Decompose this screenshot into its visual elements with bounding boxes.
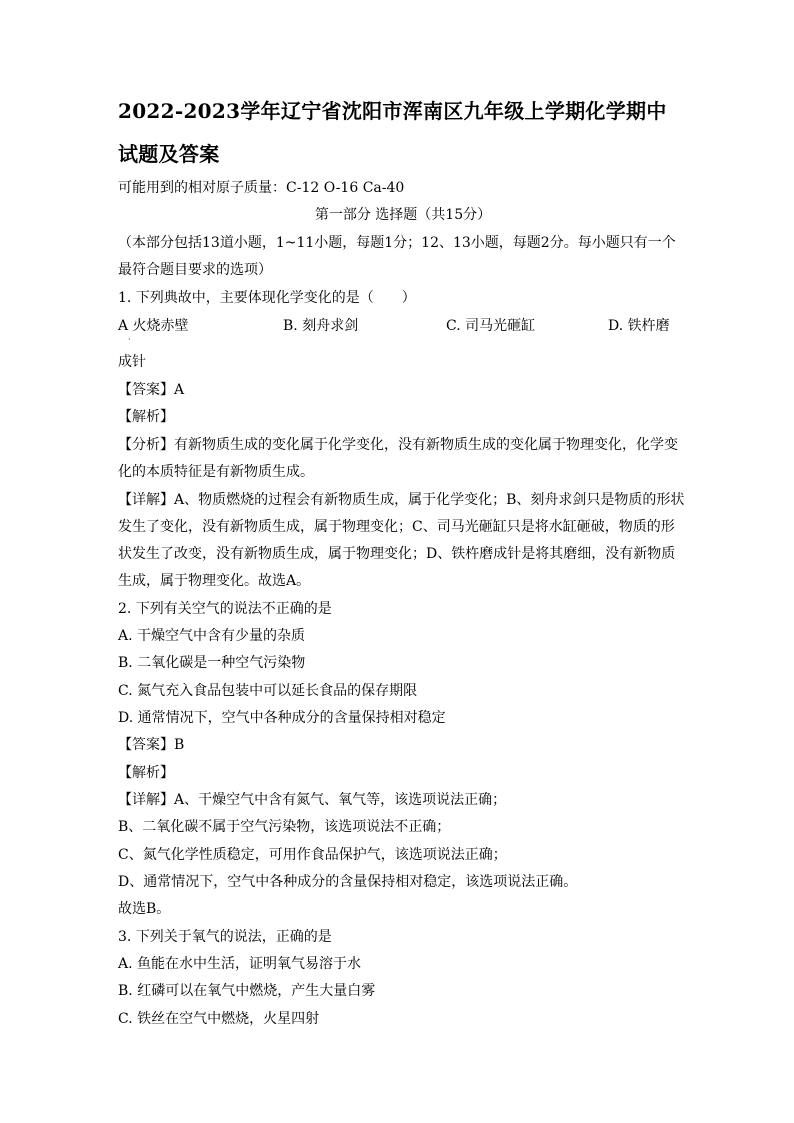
question-1-option-b: B. 刻舟求剑: [283, 318, 359, 334]
question-2-option-c: C. 氮气充入食品包装中可以延长食品的保存期限: [118, 683, 418, 699]
question-1-detail-4: 生成，属于物理变化。故选A。: [118, 573, 311, 589]
question-2-detail-4: D、通常情况下，空气中各种成分的含量保持相对稳定，该选项说法正确。: [118, 874, 578, 890]
question-2-answer: 【答案】B: [118, 737, 185, 753]
question-2-option-a: A. 干燥空气中含有少量的杂质: [118, 628, 306, 644]
question-1-answer: 【答案】A: [118, 382, 185, 398]
page-title-continued: 试题及答案: [118, 142, 220, 166]
question-3-option-a: A. 鱼能在水中生活，证明氧气易溶于水: [118, 956, 362, 972]
question-2-option-b: B. 二氧化碳是一种空气污染物: [118, 655, 306, 671]
page-title: 2022-2023学年辽宁省沈阳市浑南区九年级上学期化学期中: [118, 99, 667, 123]
section-note: （本部分包括13道小题，1~11小题，每题1分；12、13小题，每题2分。每小题只有一个: [118, 235, 676, 251]
question-1-fenxi-continued: 化的本质特征是有新物质生成。: [118, 464, 314, 480]
stray-dot-mark: ·: [128, 335, 131, 344]
question-2-detail: 【详解】A、干燥空气中含有氮气、氧气等，该选项说法正确；: [118, 792, 507, 808]
question-1-fenxi: 【分析】有新物质生成的变化属于化学变化，没有新物质生成的变化属于物理变化，化学变: [118, 437, 678, 453]
question-2-analysis-label: 【解析】: [118, 765, 174, 781]
question-1-detail-3: 状发生了改变，没有新物质生成，属于物理变化；D、铁杵磨成针是将其磨细，没有新物质: [118, 546, 676, 562]
question-1-detail-2: 发生了变化，没有新物质生成，属于物理变化；C、司马光砸缸只是将水缸砸破，物质的形: [118, 519, 675, 535]
question-3-stem: 3. 下列关于氧气的说法，正确的是: [118, 929, 332, 945]
question-3-option-c: C. 铁丝在空气中燃烧，火星四射: [118, 1011, 320, 1027]
section-note-continued: 最符合题目要求的选项）: [118, 262, 272, 278]
atomic-masses: 可能用到的相对原子质量：C-12 O-16 Ca-40: [118, 180, 405, 196]
question-1-option-a: A 火烧赤壁: [118, 318, 189, 334]
question-3-option-b: B. 红磷可以在氧气中燃烧，产生大量白雾: [118, 983, 376, 999]
question-1-option-d: D. 铁杵磨: [608, 318, 670, 334]
question-1-option-d-continued: 成针: [118, 354, 146, 370]
section-heading: 第一部分 选择题（共15分）: [314, 207, 492, 223]
question-2-detail-2: B、二氧化碳不属于空气污染物，该选项说法不正确；: [118, 819, 451, 835]
question-1-analysis-label: 【解析】: [118, 409, 174, 425]
question-2-option-d: D. 通常情况下，空气中各种成分的含量保持相对稳定: [118, 710, 446, 726]
question-2-detail-3: C、氮气化学性质稳定，可用作食品保护气，该选项说法正确；: [118, 847, 507, 863]
question-1-detail: 【详解】A、物质燃烧的过程会有新物质生成，属于化学变化；B、刻舟求剑只是物质的形状: [118, 492, 685, 508]
question-1-option-c: C. 司马光砸缸: [446, 318, 536, 334]
question-2-conclusion: 故选B。: [118, 901, 171, 917]
question-2-stem: 2. 下列有关空气的说法不正确的是: [118, 601, 332, 617]
question-1-stem: 1. 下列典故中，主要体现化学变化的是（ ）: [118, 290, 416, 306]
